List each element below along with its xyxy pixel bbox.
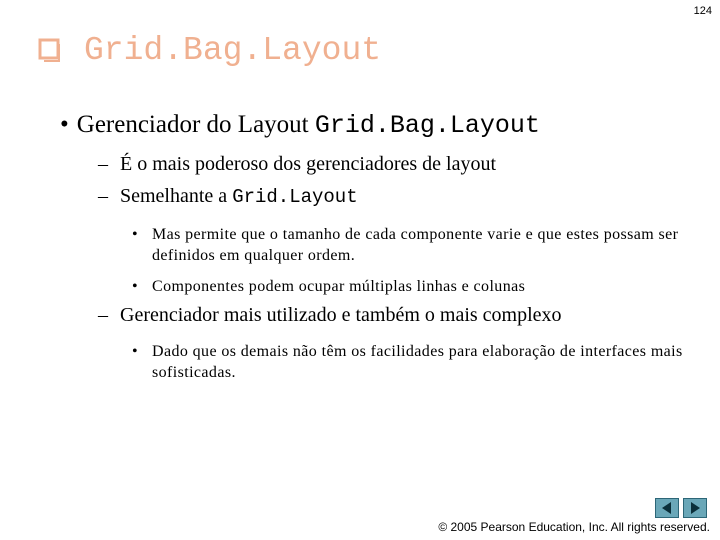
dash-marker: – [98, 153, 108, 175]
checkbox-bullet-icon [38, 38, 62, 62]
list-item [132, 276, 692, 297]
bullet-marker: • [132, 278, 139, 295]
copyright-notice: © 2005 Pearson Education, Inc. All rights reserved. [438, 520, 710, 534]
bullet-marker: • [132, 343, 139, 360]
sub-bullet-similar-gridlayout [98, 185, 358, 208]
page-number: 124 [693, 5, 712, 17]
sub-bullet-text: É o mais poderoso dos gerenciadores de layout [120, 153, 497, 175]
slide-title [38, 28, 381, 72]
sub-bullet-text: Gerenciador mais utilizado e também o mais complexo [120, 304, 562, 326]
bullet-marker: • [132, 226, 139, 243]
bullet-marker: • [60, 111, 69, 138]
list-item-text: Dado que os demais não têm os facilidades para elaboração de interfaces mais sofisticadas. [152, 343, 683, 381]
list-item [132, 341, 692, 383]
sub-bullet-most-used [98, 304, 562, 327]
sub-bullet-text: Semelhante a [120, 185, 233, 207]
bullet-code: Grid.Bag.Layout [314, 111, 540, 140]
slide-navigation [655, 498, 707, 518]
previous-slide-button[interactable] [655, 498, 679, 518]
dash-marker: – [98, 185, 108, 207]
list-item-text: Componentes podem ocupar múltiplas linhas e colunas [152, 278, 526, 295]
bullet-text: Gerenciador do Layout [76, 111, 315, 138]
triangle-right-icon [688, 501, 702, 515]
list-item-text: Mas permite que o tamanho de cada componente varie e que estes possam ser definidos em qualquer ordem. [152, 226, 679, 264]
sub-bullet-most-powerful [98, 153, 496, 176]
triangle-left-icon [660, 501, 674, 515]
next-slide-button[interactable] [683, 498, 707, 518]
bullet-gridbaglayout-manager [60, 111, 540, 140]
sub-bullet-code: Grid.Layout [232, 186, 358, 208]
dash-marker: – [98, 304, 108, 326]
title-text: Grid.Bag.Layout [84, 31, 382, 69]
list-item [132, 224, 692, 266]
